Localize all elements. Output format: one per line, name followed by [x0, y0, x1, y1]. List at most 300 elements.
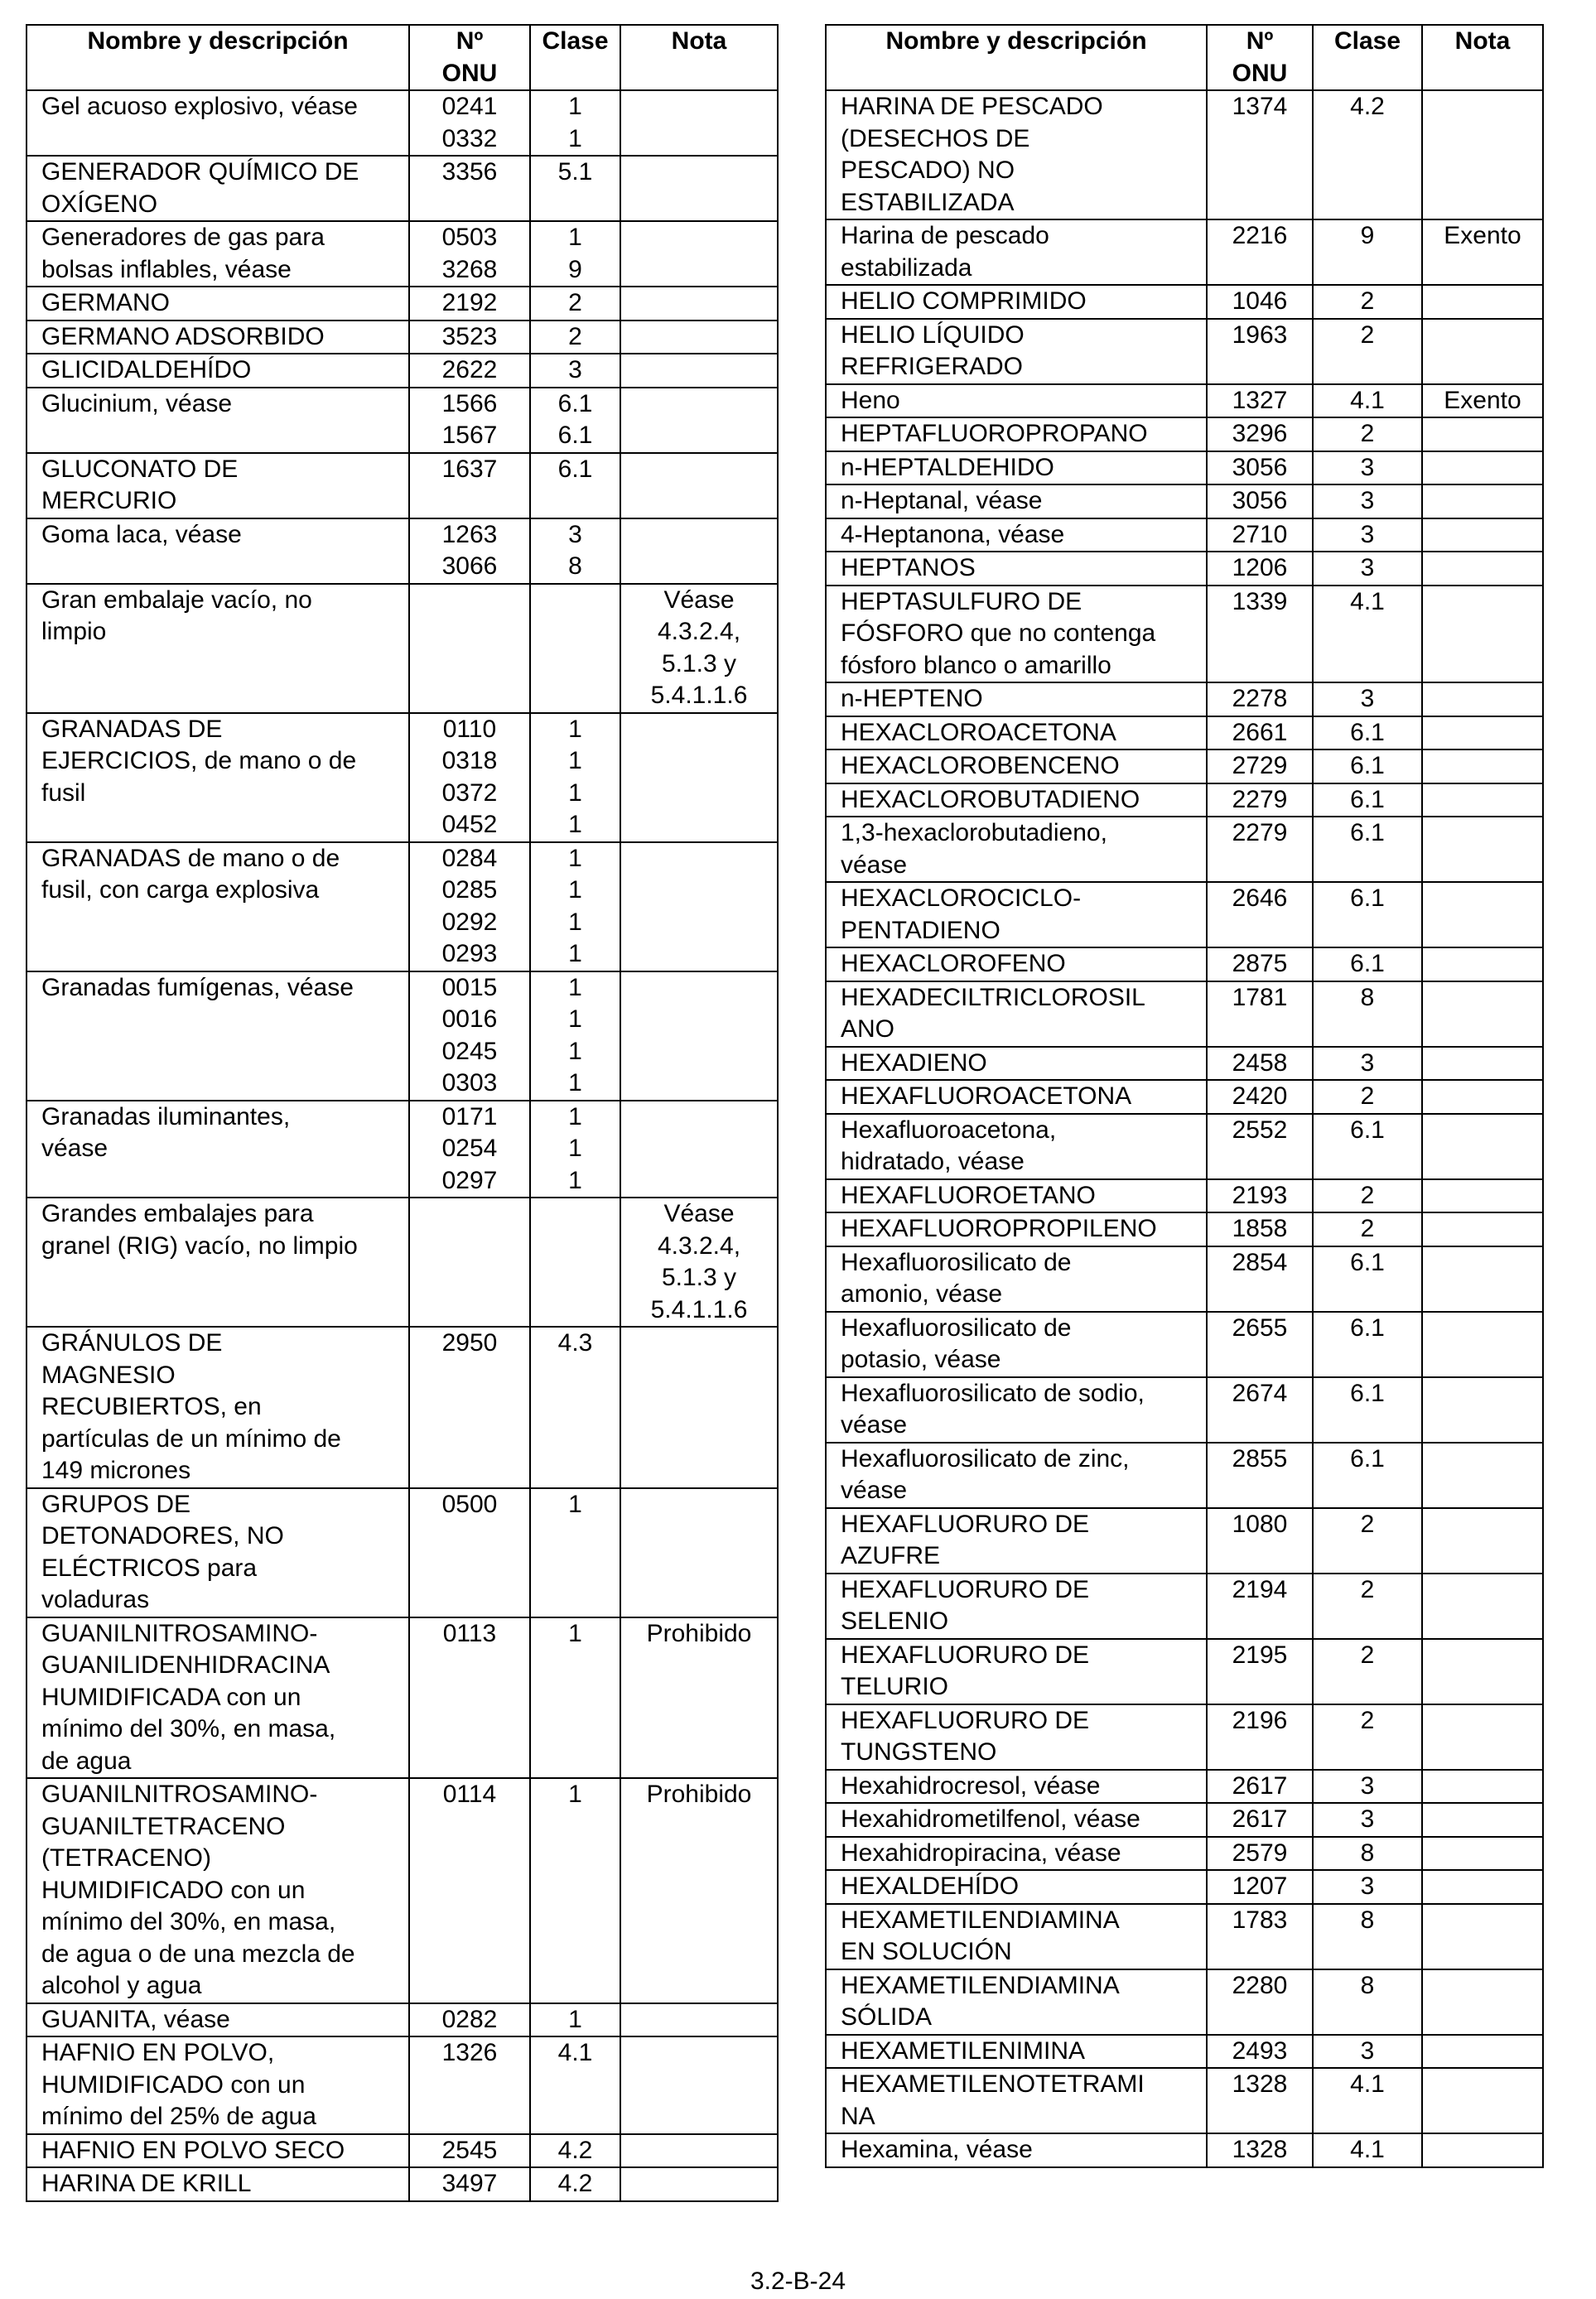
entry-name: Hexafluorosilicato de potasio, véase [826, 1312, 1207, 1377]
entry-name: Hexahidropiracina, véase [826, 1837, 1207, 1871]
entry-name: HEXACLOROACETONA [826, 716, 1207, 750]
note [1422, 1312, 1543, 1377]
table-row [27, 2167, 778, 2201]
note [1422, 1969, 1543, 2035]
note [1422, 682, 1543, 716]
hazard-class: 6.1 6.1 [530, 388, 620, 453]
table-row [27, 90, 778, 156]
entry-name: HEXAFLUORURO DE TUNGSTENO [826, 1704, 1207, 1770]
entry-name: HEXAMETILENOTETRAMI NA [826, 2068, 1207, 2133]
hazard-class: 8 [1313, 1904, 1422, 1969]
un-number: 3296 [1207, 417, 1313, 451]
entry-name: Heno [826, 384, 1207, 418]
un-number: 2710 [1207, 518, 1313, 552]
entry-name: HARINA DE KRILL [27, 2167, 409, 2201]
hazard-class: 8 [1313, 1969, 1422, 2035]
entry-name: HEXACLOROCICLO- PENTADIENO [826, 882, 1207, 947]
table-row [826, 1837, 1543, 1871]
table-row [27, 453, 778, 518]
table-row [826, 219, 1543, 285]
un-number: 2674 [1207, 1377, 1313, 1443]
note: Véase 4.3.2.4, 5.1.3 y 5.4.1.1.6 [620, 1198, 778, 1327]
un-number: 2579 [1207, 1837, 1313, 1871]
note: Prohibido [620, 1617, 778, 1779]
note [620, 2167, 778, 2201]
entry-name: HEXADECILTRICLOROSIL ANO [826, 981, 1207, 1047]
hazard-class: 3 8 [530, 518, 620, 584]
un-number: 0110 0318 0372 0452 [409, 713, 530, 842]
note [620, 713, 778, 842]
note [620, 321, 778, 354]
table-row [826, 1904, 1543, 1969]
un-number: 2280 [1207, 1969, 1313, 2035]
hazard-class: 2 [1313, 1639, 1422, 1704]
table-row [826, 783, 1543, 817]
hazard-class: 4.1 [1313, 586, 1422, 683]
un-number: 3356 [409, 156, 530, 221]
note [1422, 1047, 1543, 1081]
note [1422, 716, 1543, 750]
hazard-class: 2 [1313, 1574, 1422, 1639]
note [620, 388, 778, 453]
header-row [826, 25, 1543, 90]
note [620, 221, 778, 287]
un-number: 2279 [1207, 783, 1313, 817]
un-number: 2854 [1207, 1246, 1313, 1312]
hazard-class: 4.3 [530, 1327, 620, 1488]
hazard-class: 2 [1313, 1179, 1422, 1213]
entry-name: Granadas iluminantes, véase [27, 1101, 409, 1198]
entry-name: GRÁNULOS DE MAGNESIO RECUBIERTOS, en partículas de un mínimo de 149 micrones [27, 1327, 409, 1488]
hazard-class: 3 [530, 354, 620, 388]
hazard-class: 3 [1313, 1047, 1422, 1081]
note [1422, 749, 1543, 783]
note [620, 2036, 778, 2134]
table-row [826, 518, 1543, 552]
hazard-class: 4.1 [1313, 2133, 1422, 2167]
header-un-number: Nº ONU [1207, 25, 1313, 90]
table-row [826, 2133, 1543, 2167]
table-row [826, 2035, 1543, 2069]
hazard-class [530, 584, 620, 713]
un-number: 2855 [1207, 1443, 1313, 1508]
hazard-class: 1 9 [530, 221, 620, 287]
hazard-class: 1 [530, 1778, 620, 2003]
hazard-class: 6.1 [1313, 1377, 1422, 1443]
hazard-class: 5.1 [530, 156, 620, 221]
hazard-class: 3 [1313, 451, 1422, 485]
table-row [27, 1198, 778, 1327]
entry-name: Harina de pescado estabilizada [826, 219, 1207, 285]
table-row [826, 1574, 1543, 1639]
entry-name: GRUPOS DE DETONADORES, NO ELÉCTRICOS para voladuras [27, 1488, 409, 1617]
table-row [826, 586, 1543, 683]
entry-name: HEXAFLUORURO DE SELENIO [826, 1574, 1207, 1639]
table-row [826, 1047, 1543, 1081]
hazard-class: 9 [1313, 219, 1422, 285]
note [1422, 319, 1543, 384]
table-row [826, 947, 1543, 981]
un-number: 1326 [409, 2036, 530, 2134]
note [1422, 1212, 1543, 1246]
table-row [826, 1870, 1543, 1904]
table-row [27, 1617, 778, 1779]
un-number: 2552 [1207, 1114, 1313, 1179]
hazard-class: 1 [530, 1617, 620, 1779]
table-row [826, 1508, 1543, 1574]
note: Exento [1422, 384, 1543, 418]
hazard-class: 8 [1313, 1837, 1422, 1871]
table-row [826, 1443, 1543, 1508]
note [620, 1327, 778, 1488]
entry-name: HEPTASULFURO DE FÓSFORO que no contenga fósforo blanco o amarillo [826, 586, 1207, 683]
note [620, 1101, 778, 1198]
entry-name: HEXALDEHÍDO [826, 1870, 1207, 1904]
table-row [27, 287, 778, 321]
hazard-class: 4.1 [1313, 384, 1422, 418]
note [1422, 1114, 1543, 1179]
entry-name: HEXAMETILENIMINA [826, 2035, 1207, 2069]
note [620, 453, 778, 518]
entry-name: Grandes embalajes para granel (RIG) vacío, no limpio [27, 1198, 409, 1327]
note [1422, 1508, 1543, 1574]
table-row [27, 2134, 778, 2168]
header-class: Clase [1313, 25, 1422, 90]
hazard-class: 6.1 [1313, 817, 1422, 882]
note [620, 287, 778, 321]
note [1422, 817, 1543, 882]
un-number [409, 1198, 530, 1327]
un-number: 1783 [1207, 1904, 1313, 1969]
hazard-class: 3 [1313, 2035, 1422, 2069]
table-row [826, 451, 1543, 485]
entry-name: GRANADAS de mano o de fusil, con carga explosiva [27, 842, 409, 971]
entry-name: Gel acuoso explosivo, véase [27, 90, 409, 156]
table-row [826, 1704, 1543, 1770]
hazard-class: 6.1 [530, 453, 620, 518]
entry-name: HEXAFLUOROETANO [826, 1179, 1207, 1213]
un-number: 1374 [1207, 90, 1313, 219]
note [1422, 947, 1543, 981]
table-row [27, 354, 778, 388]
entry-name: GUANILNITROSAMINO- GUANILIDENHIDRACINA HUMIDIFICADA con un mínimo del 30%, en masa, de agua [27, 1617, 409, 1779]
hazard-class: 2 [530, 287, 620, 321]
note [1422, 1377, 1543, 1443]
hazard-class: 4.2 [530, 2167, 620, 2201]
table-row [27, 713, 778, 842]
un-number: 2194 [1207, 1574, 1313, 1639]
table-row [27, 584, 778, 713]
entry-name: Granadas fumígenas, véase [27, 971, 409, 1101]
hazard-class: 2 [1313, 1212, 1422, 1246]
un-number: 0114 [409, 1778, 530, 2003]
hazard-class: 2 [530, 321, 620, 354]
note: Exento [1422, 219, 1543, 285]
hazard-class: 8 [1313, 981, 1422, 1047]
entry-name: Gran embalaje vacío, no limpio [27, 584, 409, 713]
un-number: 0503 3268 [409, 221, 530, 287]
hazard-class: 6.1 [1313, 1443, 1422, 1508]
entry-name: 1,3-hexaclorobutadieno, véase [826, 817, 1207, 882]
note [1422, 2035, 1543, 2069]
note [1422, 451, 1543, 485]
table-row [826, 882, 1543, 947]
entry-name: HEXAFLUOROPROPILENO [826, 1212, 1207, 1246]
un-number: 1206 [1207, 552, 1313, 586]
hazard-class: 3 [1313, 484, 1422, 518]
entry-name: HEXACLOROBUTADIENO [826, 783, 1207, 817]
hazard-class: 1 [530, 1488, 620, 1617]
table-row [27, 518, 778, 584]
un-number: 2729 [1207, 749, 1313, 783]
note: Véase 4.3.2.4, 5.1.3 y 5.4.1.1.6 [620, 584, 778, 713]
entry-name: GENERADOR QUÍMICO DE OXÍGENO [27, 156, 409, 221]
entry-name: n-HEPTENO [826, 682, 1207, 716]
entry-name: GRANADAS DE EJERCICIOS, de mano o de fusil [27, 713, 409, 842]
table-row [826, 1639, 1543, 1704]
table-row [826, 319, 1543, 384]
entry-name: HARINA DE PESCADO (DESECHOS DE PESCADO) NO ESTABILIZADA [826, 90, 1207, 219]
table-row [826, 981, 1543, 1047]
table-row [826, 552, 1543, 586]
hazard-class: 6.1 [1313, 1246, 1422, 1312]
note [1422, 1870, 1543, 1904]
un-number: 2420 [1207, 1080, 1313, 1114]
table-row [27, 388, 778, 453]
un-number: 3497 [409, 2167, 530, 2201]
hazard-class: 2 [1313, 1508, 1422, 1574]
entry-name: Hexafluorosilicato de zinc, véase [826, 1443, 1207, 1508]
table-row [826, 2068, 1543, 2133]
entry-name: HAFNIO EN POLVO, HUMIDIFICADO con un mínimo del 25% de agua [27, 2036, 409, 2134]
hazard-class: 6.1 [1313, 1114, 1422, 1179]
header-name: Nombre y descripción [826, 25, 1207, 90]
entry-name: HEPTANOS [826, 552, 1207, 586]
table-row [826, 90, 1543, 219]
entry-name: 4-Heptanona, véase [826, 518, 1207, 552]
note [1422, 484, 1543, 518]
hazard-class: 1 1 1 1 [530, 713, 620, 842]
table-row [27, 971, 778, 1101]
un-number: 0500 [409, 1488, 530, 1617]
table-row [826, 384, 1543, 418]
entry-name: Hexahidrometilfenol, véase [826, 1803, 1207, 1837]
header-un-number: Nº ONU [409, 25, 530, 90]
hazard-class: 6.1 [1313, 749, 1422, 783]
un-number: 2278 [1207, 682, 1313, 716]
hazard-class: 2 [1313, 1080, 1422, 1114]
note [1422, 1443, 1543, 1508]
header-note: Nota [620, 25, 778, 90]
hazard-class: 1 1 [530, 90, 620, 156]
entry-name: Hexafluoroacetona, hidratado, véase [826, 1114, 1207, 1179]
note [1422, 1837, 1543, 1871]
note [1422, 1179, 1543, 1213]
table-row [826, 749, 1543, 783]
table-row [826, 1770, 1543, 1804]
un-number: 1566 1567 [409, 388, 530, 453]
table-row [27, 1488, 778, 1617]
entry-name: HEPTAFLUOROPROPANO [826, 417, 1207, 451]
entry-name: GLICIDALDEHÍDO [27, 354, 409, 388]
un-number: 2655 [1207, 1312, 1313, 1377]
entry-name: Glucinium, véase [27, 388, 409, 453]
note [620, 90, 778, 156]
table-row [826, 285, 1543, 319]
table-row [826, 484, 1543, 518]
header-name: Nombre y descripción [27, 25, 409, 90]
note [620, 2134, 778, 2168]
note [1422, 417, 1543, 451]
note [1422, 586, 1543, 683]
note [1422, 2133, 1543, 2167]
table-row [826, 1114, 1543, 1179]
un-number: 1328 [1207, 2133, 1313, 2167]
entry-name: HEXAMETILENDIAMINA EN SOLUCIÓN [826, 1904, 1207, 1969]
header-note: Nota [1422, 25, 1543, 90]
un-number: 1080 [1207, 1508, 1313, 1574]
left-table-body [27, 90, 778, 2201]
table-row [826, 682, 1543, 716]
hazard-class: 4.1 [530, 2036, 620, 2134]
header-class: Clase [530, 25, 620, 90]
un-number: 2646 [1207, 882, 1313, 947]
note [1422, 90, 1543, 219]
un-number: 1207 [1207, 1870, 1313, 1904]
hazard-class: 1 1 1 [530, 1101, 620, 1198]
un-number: 2195 [1207, 1639, 1313, 1704]
page-number: 3.2-B-24 [750, 2268, 846, 2295]
un-number: 0282 [409, 2003, 530, 2037]
entry-name: Hexahidrocresol, véase [826, 1770, 1207, 1804]
note [1422, 981, 1543, 1047]
table-row [826, 1080, 1543, 1114]
hazard-class: 1 1 1 1 [530, 971, 620, 1101]
un-number: 2196 [1207, 1704, 1313, 1770]
hazard-class: 6.1 [1313, 947, 1422, 981]
un-number: 3056 [1207, 451, 1313, 485]
table-row [826, 817, 1543, 882]
entry-name: HAFNIO EN POLVO SECO [27, 2134, 409, 2168]
note [620, 2003, 778, 2037]
note [620, 1488, 778, 1617]
note [1422, 1080, 1543, 1114]
un-number: 2193 [1207, 1179, 1313, 1213]
header-row [27, 25, 778, 90]
un-number: 3056 [1207, 484, 1313, 518]
un-number: 0171 0254 0297 [409, 1101, 530, 1198]
note [1422, 552, 1543, 586]
table-row [826, 417, 1543, 451]
un-number: 2875 [1207, 947, 1313, 981]
table-row [826, 1246, 1543, 1312]
hazard-class: 6.1 [1313, 783, 1422, 817]
un-number: 1858 [1207, 1212, 1313, 1246]
note [620, 842, 778, 971]
note [1422, 1639, 1543, 1704]
table-row [27, 156, 778, 221]
table-row [826, 1969, 1543, 2035]
hazard-class [530, 1198, 620, 1327]
table-row [826, 1377, 1543, 1443]
hazard-class: 3 [1313, 1770, 1422, 1804]
entry-name: GUANITA, véase [27, 2003, 409, 2037]
entry-name: Hexamina, véase [826, 2133, 1207, 2167]
entry-name: HEXACLOROFENO [826, 947, 1207, 981]
un-number: 0241 0332 [409, 90, 530, 156]
un-number: 2545 [409, 2134, 530, 2168]
table-row [826, 1179, 1543, 1213]
un-number: 2493 [1207, 2035, 1313, 2069]
un-number: 1263 3066 [409, 518, 530, 584]
un-number: 2192 [409, 287, 530, 321]
table-row [27, 2003, 778, 2037]
un-number: 0113 [409, 1617, 530, 1779]
entry-name: Hexafluorosilicato de amonio, véase [826, 1246, 1207, 1312]
entry-name: GERMANO [27, 287, 409, 321]
hazard-class: 3 [1313, 1803, 1422, 1837]
un-number: 2216 [1207, 219, 1313, 285]
hazard-class: 2 [1313, 1704, 1422, 1770]
table-row [826, 1312, 1543, 1377]
note [620, 156, 778, 221]
note [620, 518, 778, 584]
table-row [27, 1101, 778, 1198]
note [1422, 285, 1543, 319]
un-number: 2617 [1207, 1803, 1313, 1837]
hazard-class: 1 1 1 1 [530, 842, 620, 971]
hazard-class: 6.1 [1313, 882, 1422, 947]
note [1422, 1574, 1543, 1639]
entry-name: GUANILNITROSAMINO- GUANILTETRACENO (TETRACENO) HUMIDIFICADO con un mínimo del 30%, en masa, de agua o de una mezcla de alcohol y agua [27, 1778, 409, 2003]
un-number: 3523 [409, 321, 530, 354]
un-number: 2458 [1207, 1047, 1313, 1081]
un-number: 1327 [1207, 384, 1313, 418]
table-row [27, 1327, 778, 1488]
entry-name: Generadores de gas para bolsas inflables, véase [27, 221, 409, 287]
entry-name: HEXADIENO [826, 1047, 1207, 1081]
entry-name: HELIO COMPRIMIDO [826, 285, 1207, 319]
un-number: 2622 [409, 354, 530, 388]
hazard-class: 3 [1313, 1870, 1422, 1904]
un-number: 1781 [1207, 981, 1313, 1047]
un-number: 1328 [1207, 2068, 1313, 2133]
note [1422, 1770, 1543, 1804]
table-row [826, 1803, 1543, 1837]
hazard-class: 6.1 [1313, 1312, 1422, 1377]
un-number: 2950 [409, 1327, 530, 1488]
hazard-class: 6.1 [1313, 716, 1422, 750]
note [1422, 1904, 1543, 1969]
entry-name: HEXAFLUORURO DE TELURIO [826, 1639, 1207, 1704]
right-dangerous-goods-table [825, 24, 1544, 2168]
note [1422, 783, 1543, 817]
entry-name: n-HEPTALDEHIDO [826, 451, 1207, 485]
table-row [27, 321, 778, 354]
entry-name: HEXAMETILENDIAMINA SÓLIDA [826, 1969, 1207, 2035]
entry-name: HEXAFLUOROACETONA [826, 1080, 1207, 1114]
hazard-class: 2 [1313, 417, 1422, 451]
table-row [27, 842, 778, 971]
un-number: 0284 0285 0292 0293 [409, 842, 530, 971]
entry-name: GLUCONATO DE MERCURIO [27, 453, 409, 518]
entry-name: GERMANO ADSORBIDO [27, 321, 409, 354]
table-row [27, 1778, 778, 2003]
un-number: 1637 [409, 453, 530, 518]
entry-name: HEXAFLUORURO DE AZUFRE [826, 1508, 1207, 1574]
note [1422, 1803, 1543, 1837]
un-number: 1963 [1207, 319, 1313, 384]
